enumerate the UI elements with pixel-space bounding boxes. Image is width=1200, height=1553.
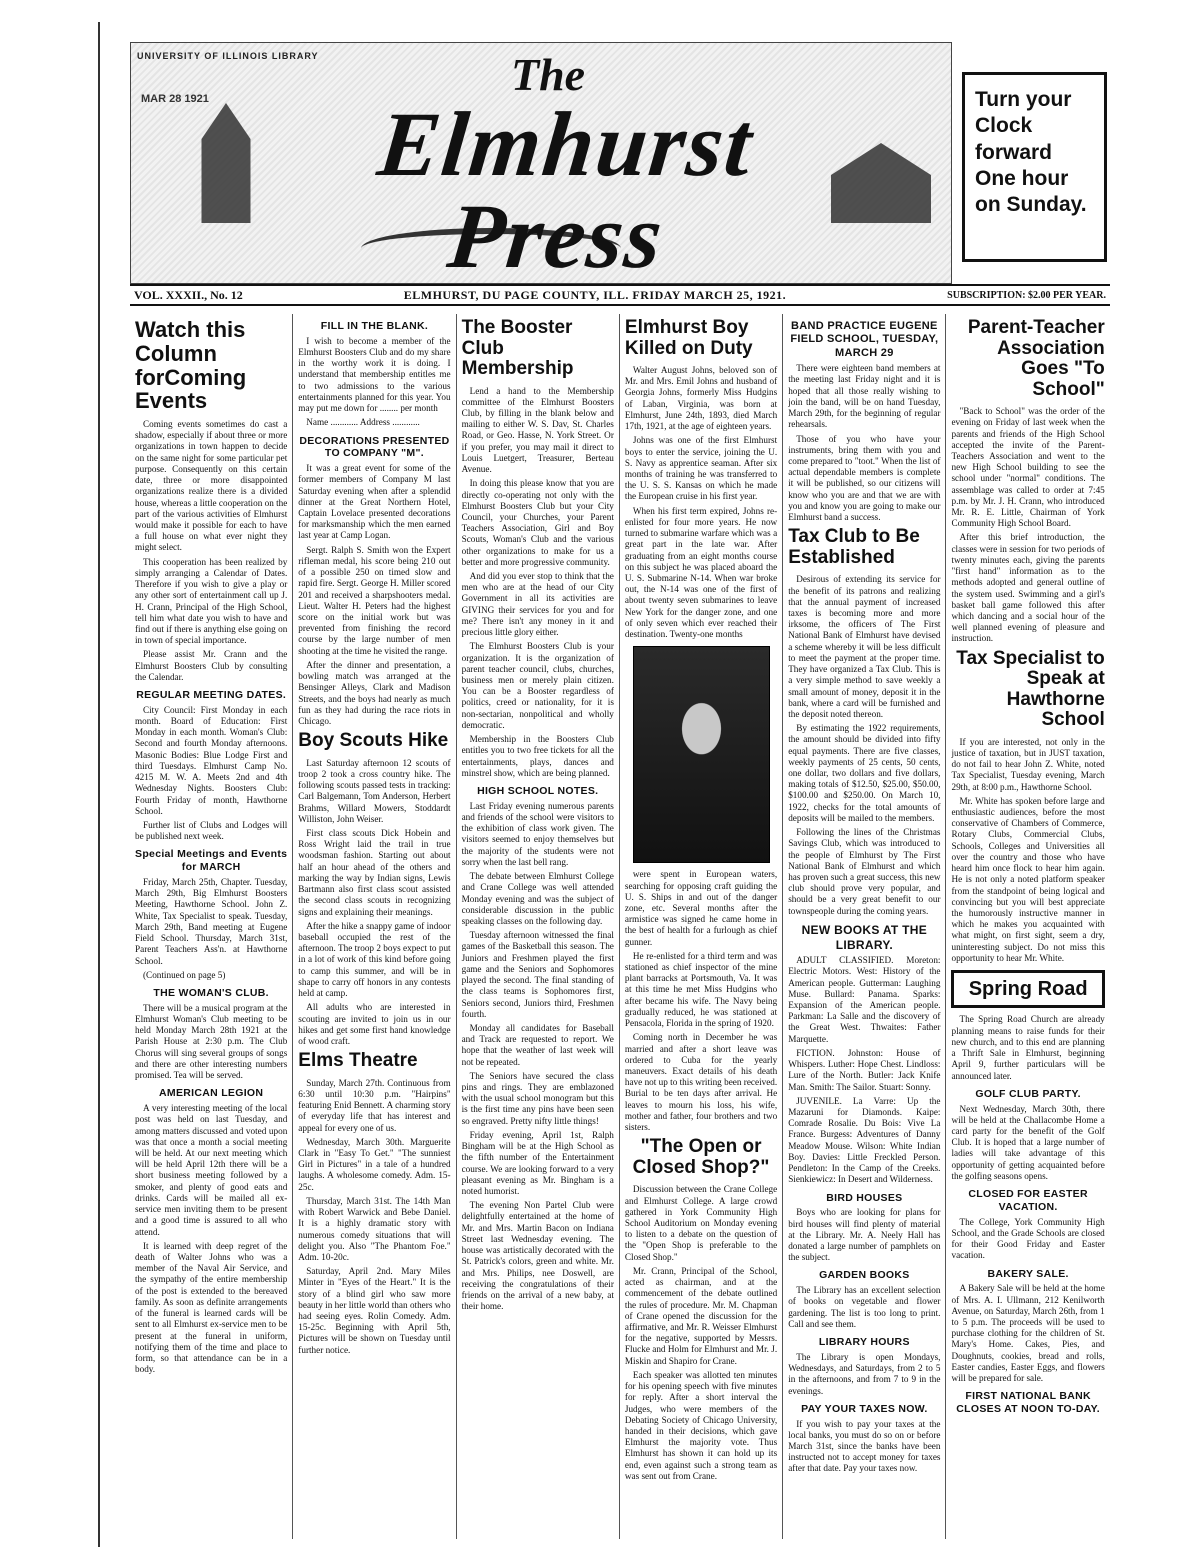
article-text: Mr. White has spoken before large and enthusiastic audiences, before the most conservative of Chambers of Commerce, Rotary Clubs, Commercial Clubs, Schools, Colleges and Universities all over the country and those who have heard him once flock to hear him again. He is not only a noted platform speaker from the standpoint of being logical and convincing but you will best appreciate the humorously instructive manner in which he makes you acquainted with what might, on first sight, seem a dry, uninteresting subject. Do not miss this opportunity to hear Mr. White. — [951, 795, 1105, 963]
subhead-golf-club: GOLF CLUB PARTY. — [975, 1087, 1081, 1100]
subhead-american-legion: AMERICAN LEGION — [159, 1087, 264, 1100]
subhead-library-hours: LIBRARY HOURS — [818, 1336, 910, 1349]
subhead-new-books: NEW BOOKS AT THE LIBRARY. — [801, 922, 928, 952]
spring-road-box: Spring Road — [951, 970, 1104, 1008]
article-text: After the dinner and presentation, a bowling match was arranged at the Bensinger Alleys, Clark and Madison Streets, and the boys had nearly as much fun as they had during the race riots in Chicago. — [298, 659, 451, 726]
column-5 — [783, 314, 946, 1539]
article-text: The Elmhurst Boosters Club is your organization. It is the organization of parent teacher council, clubs, churches, business men or merely plain citizen. You can be a Booster regardless of politics, creed or nationality, for it is non-sectarian, nonpolitical and wholly democratic. — [461, 641, 614, 730]
headline-booster-club: The Booster Club Membership — [461, 317, 574, 380]
article-text: Next Wednesday, March 30th, there will be held at the Challacombe Home a card party for the benefit of the Golf Club. It is hoped that a large number of ladies will take advantage of this opportunity of getting acquainted before the golfing seasons opens. — [951, 1103, 1105, 1181]
columns — [130, 314, 1110, 1539]
article-text: Following the lines of the Christmas Savings Club, which was introduced to the people of Elmhurst by The First National Bank of Elmhurst and which has proven such a great success, this new club should prove very popular, and should be a very great benefit to our townspeople during the coming years. — [788, 827, 941, 916]
article-text: The evening Non Partel Club were delightfully entertained at the home of Mr. and Mrs. Martin Bacon on Indiana Street last Wednesday evening. The house was artistically decorated with the St. Patrick's colors, green and white. Mr. and Mrs. Philips, nee Doswell, are receiving the congratulations of their friends on the arrival of a new baby, at their home. — [461, 1200, 614, 1312]
headline-parent-teacher: Parent-Teacher Association Goes "To School" — [967, 317, 1105, 400]
article-text: Membership in the Boosters Club entitles you to two free tickets for all the entertainments, plays, dances and minstrel show, which are being planned. — [461, 734, 614, 778]
article-text: All adults who are interested in scouting are invited to join us in our hikes and get some first hand knowledge of wood craft. — [298, 1002, 451, 1046]
headline-elmhurst-boy: Elmhurst Boy Killed on Duty — [624, 317, 753, 359]
column-2 — [293, 314, 456, 1539]
masthead — [130, 42, 952, 287]
subhead-easter-vacation: CLOSED FOR EASTER VACATION. — [968, 1188, 1088, 1213]
article-text: By estimating the 1922 requirements, the amount should be divided into fifty equal payments. There are five classes, weekly payments of 25 cents, 50 cents, one dollar, two dollars and five dollars, making totals of $12.50, $25.00, $50.00, $100.00 and $250.00. On March 10, 1922, checks for the total amounts of deposits will be mailed to the members. — [788, 723, 941, 823]
subhead-bakery-sale: BAKERY SALE. — [987, 1267, 1069, 1280]
volume-number: VOL. XXXII., No. 12 — [134, 287, 243, 302]
article-text: Discussion between the Crane College and Elmhurst College. A large crowd gathered in York Community High School Auditorium on Monday evening to listen to a debate on the question of the "Open Shop is preferable to the Closed Shop." — [624, 1184, 778, 1262]
article-text: Thursday, March 31st. The 14th Man with Robert Warwick and Bebe Daniel. It is a highly dramatic story with numerous comedy situations that will delight you. Also "The Phantom Foe." Adm. 10-20c. — [298, 1195, 451, 1262]
subhead-pay-taxes: PAY YOUR TAXES NOW. — [801, 1402, 928, 1415]
house-illustration-left — [191, 103, 261, 223]
article-text: Walter August Johns, beloved son of Mr. and Mrs. Emil Johns and husband of Georgia Johns, formerly Miss Hudgins of Laban, Virginia, was born at Elmhurst, June 24th, 1893, died March 17th, 1921, at the age of eighteen years. — [624, 365, 778, 432]
article-text: Name ............ Address ............ — [306, 417, 420, 428]
article-text: The Seniors have secured the class pins and rings. They are emblazoned with the usual school monogram but this is the first time any pins have been seen so engraved. Pretty nifty little things! — [461, 1070, 614, 1126]
article-text: The College, York Community High School, and the Grade Schools are closed for their Good Friday and Easter vacation. — [951, 1216, 1105, 1261]
headline-tax-specialist: Tax Specialist to Speak at Hawthorne School — [956, 647, 1105, 731]
article-text: Those of you who have your instruments, bring them with you and come prepared to "toot." When the list of actual dependable members is complete it will be published, so our citizens will know who you are and that we are with you and know you are going to make our Elmhurst band a success. — [788, 433, 941, 523]
headline-coming-events: Watch this Column forComing Events — [135, 317, 247, 414]
article-text: And did you ever stop to think that the men who are at the head of our City Government in all its activities are GIVING their services for you and for me? There isn't any money in it and precious little glory either. — [461, 571, 614, 638]
article-text: When his first term expired, Johns re-enlisted for four more years. He now turned to submarine warfare which was a great part in the late war. After graduating from an eight months course on this subject he was placed aboard the U. S. Submarine N-14. When war broke out, the N-14 was one of the first of about twenty seven submarines to leave New York for the danger zone, and one of only seven which ever reached their destination. Twenty-one months — [624, 505, 778, 640]
article-text: "Back to School" was the order of the evening on Friday of last week when the parents and friends of the High School accepted the invite of the Parent-Teachers Association and went to the new High School building to see the school under "normal" conditions. The assemblage was called to order at 7:45 p.m. by Mr. J. H. Crann, who introduced Mr. R. E. Little, Chairman of York Community High School Board. — [951, 406, 1105, 529]
subhead-band-practice: BAND PRACTICE EUGENE FIELD SCHOOL, TUESDAY, MARCH 29 — [790, 320, 939, 359]
article-text: If you are interested, not only in the justice of taxation, but in JUST taxation, do not fail to hear John Z. White, noted Tax Specialist, Tuesday evening, March 29th, at 8:00 p.m., Hawthorne School. — [951, 736, 1105, 792]
subhead-high-school-notes: HIGH SCHOOL NOTES. — [477, 784, 599, 797]
library-stamp-date: MAR 28 1921 — [141, 93, 209, 105]
article-text: It is learned with deep regret of the death of Walter Johns who was a member of the Naval Air Service, and the sympathy of the entire membership of the post is extended to the bereaved family. As soon as definite arrangements of the funeral is learned cards will be sent to all Elmhurst ex-service men to be present at the funeral in uniform, notifying them of the time and place to form, so that attendance can be in a body. — [135, 1240, 288, 1375]
column-4 — [620, 314, 783, 1539]
subhead-fill-blank: FILL IN THE BLANK. — [320, 320, 429, 332]
article-text: Monday all candidates for Baseball and Track are requested to report. We hope that the weather of last week will not be repeated. — [461, 1022, 614, 1067]
newspaper-page — [98, 22, 1110, 1547]
article-text: City Council: First Monday in each month. Board of Education: First Monday in each month. Woman's Club: Second and fourth Monday afternoons. Masonic Bodies: Blue Lodge First and third Tuesdays. Elmhurst Camp No. 4215 M. W. A. Meets 2nd and 4th Wednesday Nights. Boosters Club: Fourth Friday of month, Hawthorne School. — [135, 704, 288, 816]
article-text: First class scouts Dick Hobein and Ross Wright laid the trail in true woodsman fashion. Starting out about half an hour ahead of the others and marking the way by Indian signs, Lewis Bartmann also first class scout assisted the second class scouts in recognizing signs and explaining their meanings. — [298, 828, 451, 917]
headline-tax-club: Tax Club to Be Established — [788, 526, 920, 568]
article-text: Last Friday evening numerous parents and friends of the school were visitors to the exhibition of class work given. The visitors seemed to enjoy themselves but the majority of the students were not sorry when the last bell rang. — [461, 800, 614, 867]
article-text: Boys who are looking for plans for bird houses will find plenty of material at the Library. Mr. A. Neely Hall has donated a large number of pamphlets on the subject. — [788, 1207, 941, 1263]
article-text: Wednesday, March 30th. Marguerite Clark in "Easy To Get." "The sunniest Girl in Pictures" in a tale of a hundred laughs. A wholesome comedy. Adm. 15-25c. — [298, 1136, 451, 1192]
article-text: Coming north in December he was married and after a short leave was ordered to Cuba for the yearly maneuvers. Exact details of his death have not up to this writing been received. Burial to be ten days after arrival. He leaves to mourn his loss, his wife, mother and father, four brothers and two sisters. — [624, 1032, 778, 1133]
article-text: After this brief introduction, the classes were in session for two periods of twenty minutes each, giving the parents "first hand" information as to the methods adopted and general outline of the system used. Swimming and a girl's basket ball game followed this after which dancing and a social hour of the well planned evening of pleasure and instruction. — [951, 532, 1105, 644]
sailor-portrait-photo — [633, 646, 770, 863]
library-stamp: UNIVERSITY OF ILLINOIS LIBRARY — [137, 51, 319, 61]
article-text: FICTION. Johnston: House of Whispers. Luther: Hope Chest. Lindloss: Lure of the North. Butler: Jack Knife Man. Smith: The Sailor. Stuart: Sonny. — [788, 1047, 941, 1092]
subscription-price: SUBSCRIPTION: $2.00 PER YEAR. — [947, 289, 1106, 301]
article-text: A Bakery Sale will be held at the home of Mrs. A. I. Ullmann, 212 Kenilworth Avenue, on Saturday, March 26th, from 1 to 5 p.m. The proceeds will be used to purchase clothing for the children of St. Mary's Home. Cakes, Pies, and Doughnuts, cookies, bread and rolls, Easter candies, Easter Eggs, and flowers will be prepared for sale. — [951, 1283, 1105, 1384]
article-text: JUVENILE. La Varre: Up the Mazaruni for Diamonds. Kaipe: Comrade Rosalie. Du Bois: Vive La France. Burgess: Adventures of Danny Meadow Mouse. Wilson: White Indian Boy. Davies: Little Freckled Person. Pendleton: In the Camp of the Creeks. Sienkiewicz: In Desert and Wilderness. — [788, 1095, 941, 1185]
article-text: The Spring Road Church are already planning means to raise funds for their new church, and to this end are planning a Thrift Sale in Elmhurst, beginning April 9, further particulars will be announced later. — [951, 1014, 1105, 1081]
article-text: Friday, March 25th, Chapter. Tuesday, March 29th, Big Elmhurst Boosters Meeting, Hawthorne School. John Z. White, Tax Specialist to speak. Tuesday, March 29th, Band meeting at Eugene Field School. Thursday, March 31st, Parent Teachers Ass'n. at Hawthorne School. — [135, 877, 288, 966]
column-3 — [457, 314, 620, 1539]
house-illustration-right — [831, 143, 931, 223]
article-text: Tuesday afternoon witnessed the final games of the Basketball this season. The Juniors and Freshmen played the first game and the Seniors and Sophomores played the second. The final standing of the class teams is Sophomores first, Seniors second, Juniors third, Freshmen fourth. — [461, 930, 614, 1019]
article-text: A very interesting meeting of the local post was held on last Tuesday, and among matters discussed and voted upon was that once a month a social meeting will be held. At our next meeting which will be held April 12th there will be a short business meeting followed by a smoker, and plenty of good eats and drinks. Cards will be mailed all ex-service men inviting them to be present and a good time is assured to all who attend. — [135, 1103, 288, 1237]
dateline — [130, 284, 1110, 306]
article-text: It was a great event for some of the former members of Company M last Saturday evening when after a splendid dinner at the Great Northern Hotel, Captain Lovelace presented decorations for marksmanship which the men earned last year at Camp Logan. — [298, 463, 451, 541]
article-text: There were eighteen band members at the meeting last Friday night and it is hoped that all those really wishing to join the band, will be on hand Tuesday, March 29th, for the beginning of regular rehearsals. — [788, 363, 941, 430]
article-text: The Library has an excellent selection of books on vegetable and flower gardening. The list is too long to print. Call and see them. — [788, 1285, 941, 1329]
article-text: Sunday, March 27th. Continuous from 6:30 until 10:30 p.m. "Hairpins" featuring Enid Bennett. A charming story of everyday life that has interest and appeal for every one of us. — [298, 1077, 451, 1133]
article-text: Mr. Crann, Principal of the School, acted as chairman, and at the commencement of the debate outlined the rules of procedure. Mr. M. Chapman of Crane opened the discussion for the affirmative, and Mr. R. Weisser Elmhurst for the negative, supported by Messrs. Flucke and Holm for Elmhurst and Mr. J. Miskin and Shapiro for Crane. — [624, 1265, 778, 1366]
article-text: The debate between Elmhurst College and Crane College was well attended Monday evening and was the subject of considerable discussion in the public speaking classes on the following day. — [461, 871, 614, 926]
subhead-decorations: DECORATIONS PRESENTED TO COMPANY "M". — [299, 434, 450, 460]
article-text: Coming events sometimes do cast a shadow, especially if about three or more organizations in town happen to decide on the same night for some particular pet purpose. Consequently on this certain date, three or more disappointed organizations realize there is a divided house, whereas a little cooperation on the part of the various activities of Elmhurst would make it possible for each to have a full house on what ever night they might select. — [135, 419, 288, 553]
headline-open-closed-shop: "The Open or Closed Shop?" — [632, 1136, 770, 1178]
article-text: Further list of Clubs and Lodges will be published next week. — [135, 820, 288, 842]
continued-note: (Continued on page 5) — [143, 969, 226, 980]
article-text: ADULT CLASSIFIED. Moreton: Electric Motors. West: History of the American people. Gutterman: Laughing Muse. Bullard: Panama. Sparks: Expansion of the American people. Parkman: La Salle and the discovery of the Great West. Thwaites: Father Marquette. — [788, 955, 941, 1044]
headline-elms-theatre: Elms Theatre — [298, 1050, 418, 1072]
article-text: Sergt. Ralph S. Smith won the Expert rifleman medal, his score being 210 out of a possible 250 on timed slow and rapid fire. Sergt. George H. Miller scored 201 and received a sharpshooters medal. Lieut. Walter H. Peters had the highest score on the initial work but was prevented from finishing the record course by the large number of men shooting at the time he visited the range. — [298, 544, 451, 656]
headline-boy-scouts: Boy Scouts Hike — [298, 730, 449, 752]
subhead-meeting-dates: REGULAR MEETING DATES. — [136, 689, 287, 702]
article-text: This cooperation has been realized by simply arranging a Calendar of Dates. Therefore if you wish to give a play or any other sort of entertainment call up J. H. Crann, Principal of the High School, tell him what date you wish to have and find out if there is anything else going on in town of special importance. — [135, 556, 288, 646]
article-text: Lend a hand to the Membership committee of the Elmhurst Boosters Club, by filling in the blank below and mailing to either W. S. Dav, St. Charles Road, or Geo. Hasse, N. York Street. Or if you prefer, you may mail it direct to Louis Luetgert, Treasurer, Berteau Avenue. — [461, 385, 614, 475]
article-text: If you wish to pay your taxes at the local banks, you must do so on or before March 31st, since the banks have been instructed not to accept money for taxes after that date. Pay your taxes now. — [788, 1418, 941, 1474]
article-text: Each speaker was allotted ten minutes for his opening speech with five minutes for reply. After a short interval the Judges, who were members of the Debating Society of Chicago University, handed in their decisions, which gave Elmhurst the majority vote. Thus Elmhurst has shown it can hold up its end, even against such a strong team as was sent out from Crane. — [624, 1369, 778, 1481]
article-text: Saturday, April 2nd. Mary Miles Minter in "Eyes of the Heart." It is the story of a blind girl who saw more beauty in her little world than others who had seeing eyes. Rolin Comedy. Adm. 15-25c. Beginning with April 5th, Pictures will be shown on Tuesday until further notice. — [298, 1266, 451, 1355]
subhead-garden-books: GARDEN BOOKS — [819, 1269, 910, 1282]
newspaper-title: Elmhurst Press — [373, 93, 759, 287]
subhead-bird-houses: BIRD HOUSES — [826, 1191, 903, 1204]
masthead-the: The — [511, 49, 586, 100]
article-text: Johns was one of the first Elmhurst boys to enter the service, joining the U. S. Navy as apprentice seaman. After six months of training he was transferred to the U. S. S. Kansas on which he made the European cruise in his first year. — [624, 435, 778, 502]
article-text: Desirous of extending its service for the benefit of its patrons and realizing that the annual payment of increased taxes is becoming more and more irksome, the officers of The First National Bank of Elmhurst have devised a scheme whereby it will be less difficult to meet the payment at the proper time. They have organized a Tax Club. This is a very simple method to save weekly a small amount of money, deposit it in the bank, where a card will be furnished and the deposit noted thereon. — [788, 574, 941, 719]
subhead-special-meetings: Special Meetings and Events for MARCH — [135, 848, 288, 874]
article-text: Please assist Mr. Crann and the Elmhurst Boosters Club by consulting the Calendar. — [135, 649, 288, 682]
article-text: He re-enlisted for a third term and was stationed as chief inspector of the mine plant barracks at Portsmouth, Va. It was at this time he met Miss Hudgins who after became his wife. The Navy being gradually reduced, he was stationed at Pensacola, Florida in the spring of 1920. — [624, 950, 778, 1029]
article-text: were spent in European waters, searching for opposing craft guiding the U. S. Ships in and out of the danger zone, etc. Several months after the armistice was signed he came home in the best of health for a furlough as chief gunner. — [624, 869, 778, 947]
place-date: ELMHURST, DU PAGE COUNTY, ILL. FRIDAY MARCH 25, 1921. — [403, 287, 787, 302]
article-text: Friday evening, April 1st, Ralph Bingham will be at the High School as the fifth number of the Entertainment course. We are looking forward to a very pleasant evening as Mr. Bingham is a noted humorist. — [461, 1129, 614, 1196]
article-text: Last Saturday afternoon 12 scouts of troop 2 took a cross country hike. The following scouts passed tests in tracking: Carl Balgemann, Tom Anderson, Herbert Brahms, Willard Mowers, Stoddardt Williston, John Weiser. — [298, 757, 451, 824]
column-1 — [130, 314, 293, 1539]
clock-notice-box: Turn your Clock forward One hour on Sunday. — [962, 72, 1107, 262]
subhead-womans-club: THE WOMAN'S CLUB. — [153, 987, 269, 1000]
article-text: The Library is open Mondays, Wednesdays, and Saturdays, from 2 to 5 in the afternoons, and from 7 to 9 in the evenings. — [788, 1351, 941, 1396]
article-text: After the hike a snappy game of indoor baseball occupied the rest of the afternoon. The troop 2 boys expect to put in a lot of work of this kind before going to camp this summer, and will be in shape to carry off honors in any contests held at camp. — [298, 920, 451, 999]
column-6 — [946, 314, 1109, 1539]
article-text: There will be a musical program at the Elmhurst Woman's Club meeting to be held Monday March 28th 1921 at the Parish House at 2:30 p.m. The Club Chorus will sing several groups of songs and there are other interesting numbers promised. Tea will be served. — [135, 1002, 288, 1081]
subhead-bank-closes: FIRST NATIONAL BANK CLOSES AT NOON TO-DAY. — [956, 1390, 1100, 1416]
article-text: In doing this please know that you are directly co-operating not only with the Elmhurst Boosters Club but your City Council, your Churches, your Parent Teachers Association, Girl and Boy Scouts, Woman's Club and the various other organizations to make for us a better and more progressive community. — [461, 478, 614, 567]
article-text: I wish to become a member of the Elmhurst Boosters Club and do my share in the worthy work it is doing. I understand that membership entitles me to two admissions to the various entertainments planned for this year. You may put me down for ........ per month — [298, 335, 451, 414]
